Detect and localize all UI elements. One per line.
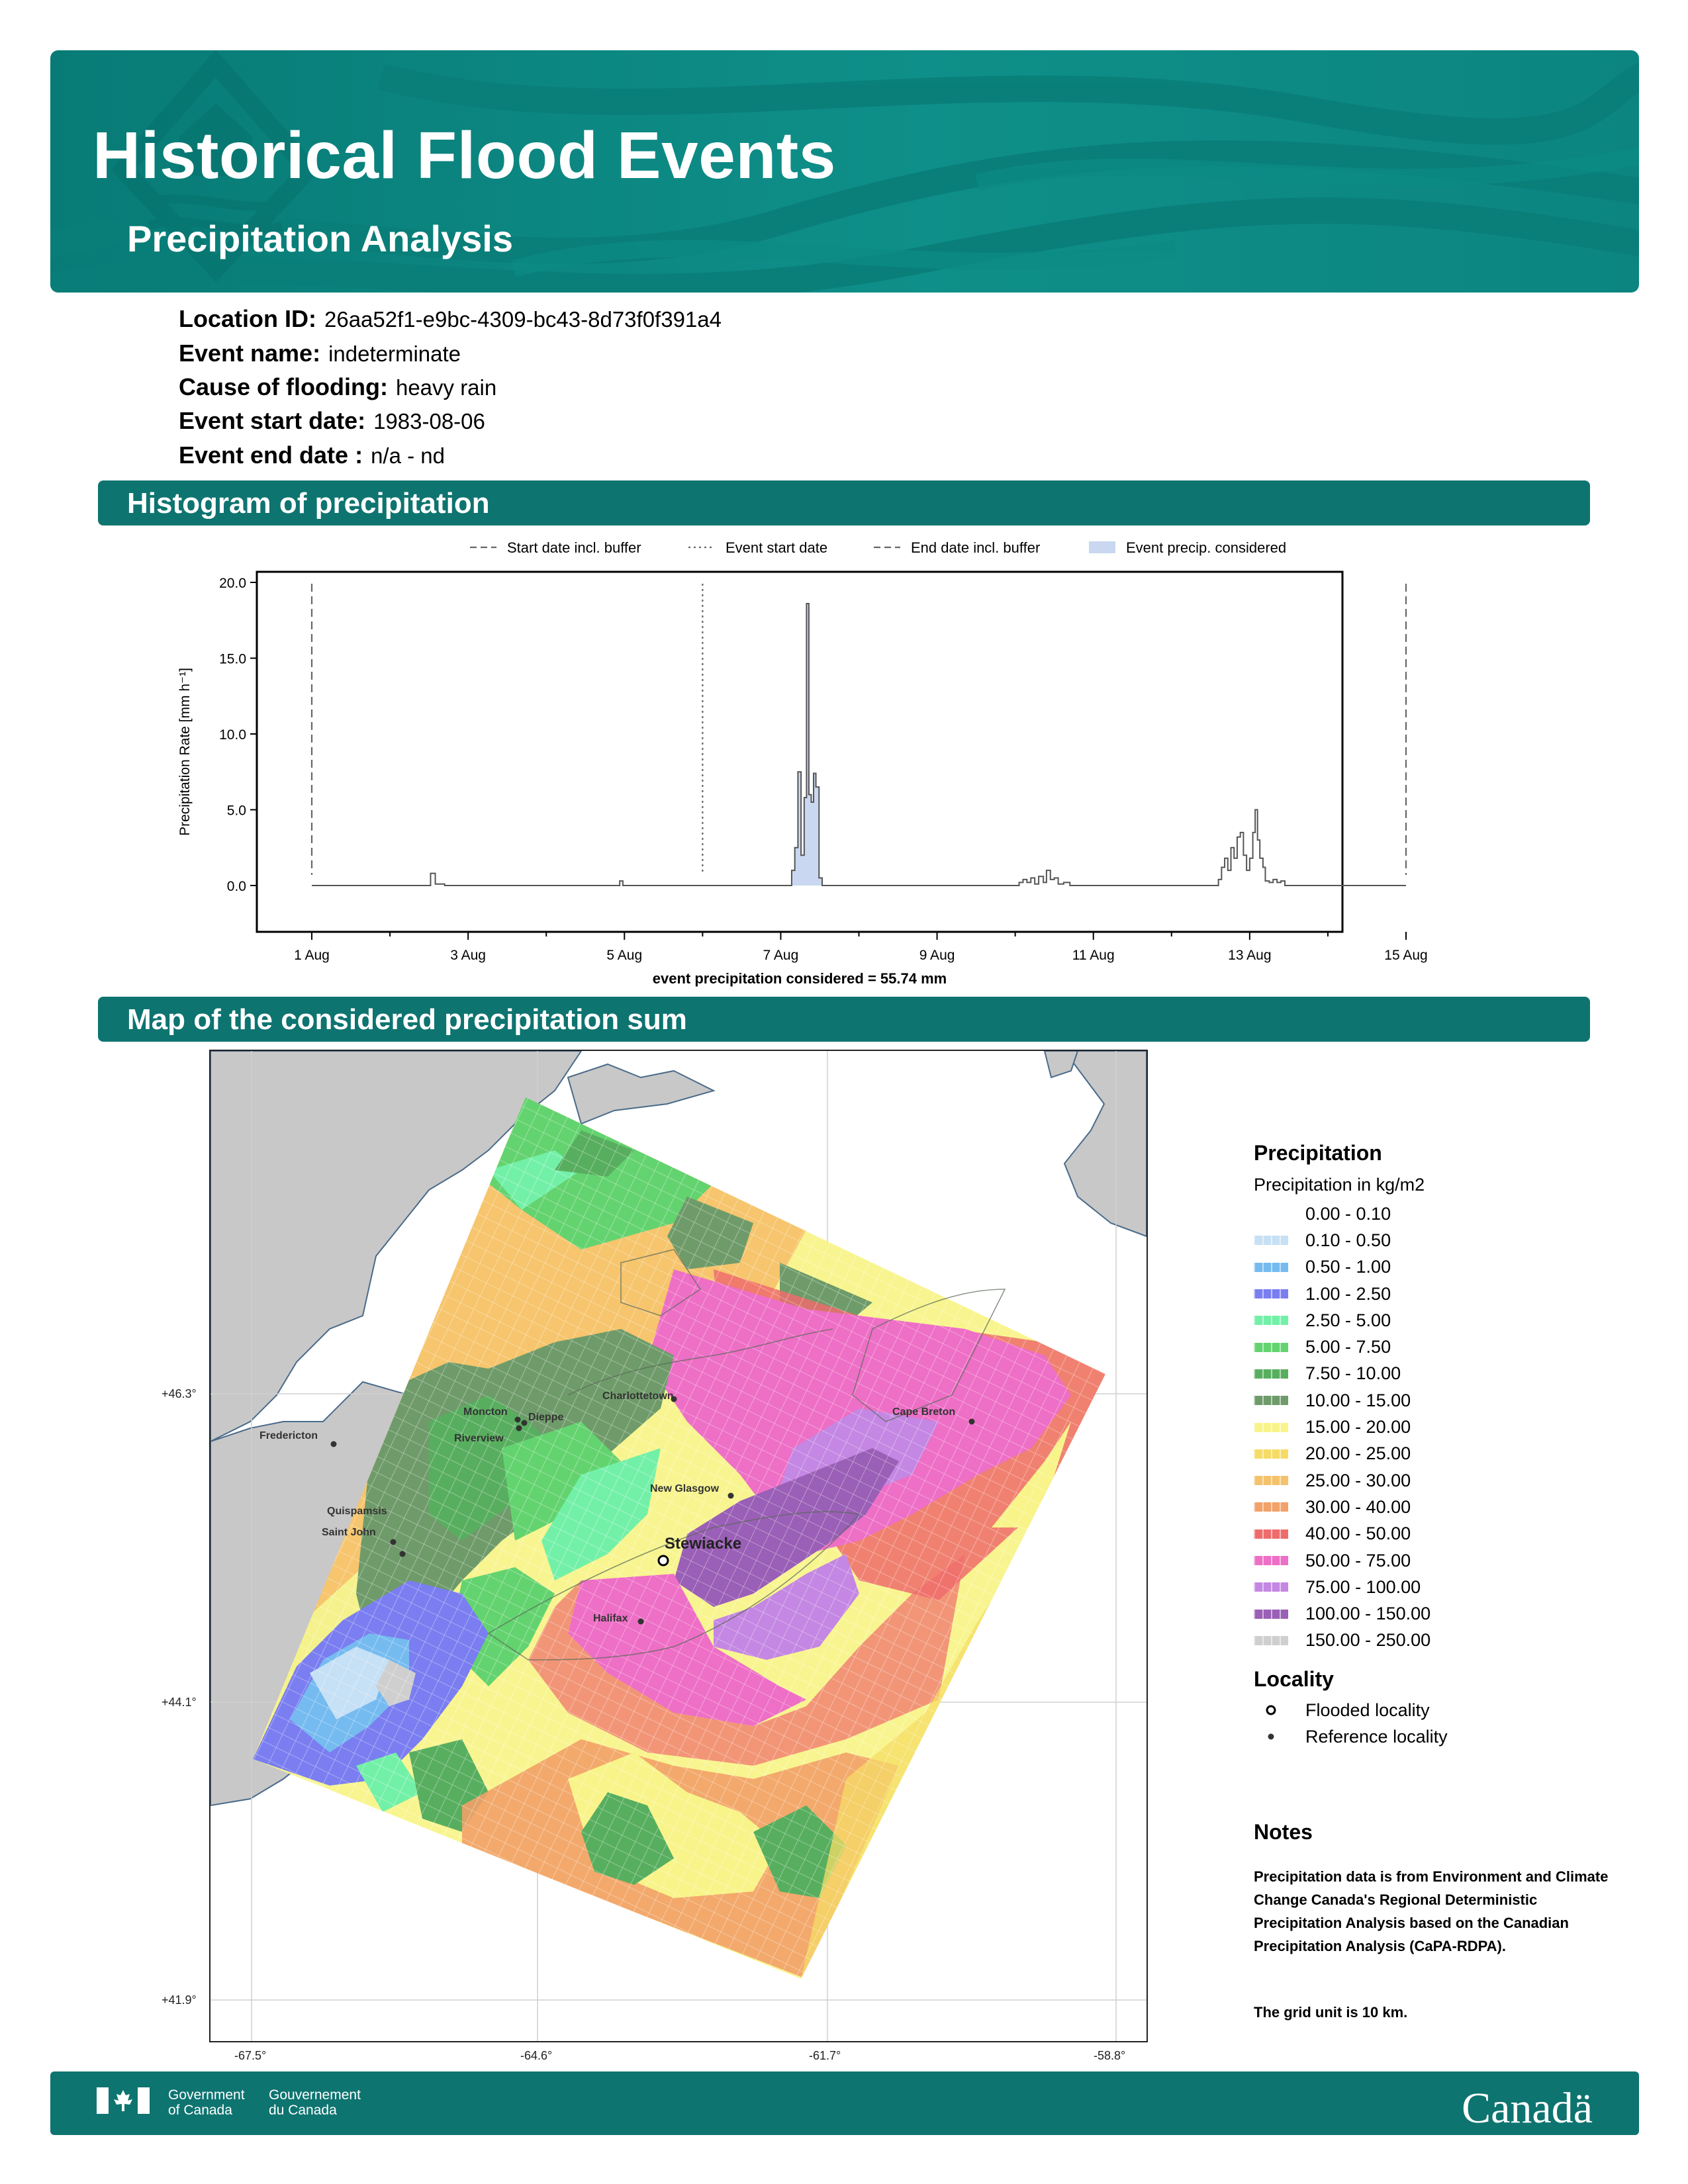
locality-label: New Glasgow xyxy=(650,1483,720,1494)
legend-color-swatch xyxy=(1254,1476,1288,1485)
legend-title: Precipitation xyxy=(1254,1141,1382,1165)
canada-flag-icon xyxy=(97,2087,150,2114)
precipitation-line xyxy=(312,604,1406,886)
x-tick-label: 11 Aug xyxy=(1072,948,1115,963)
legend-class-label: 25.00 - 30.00 xyxy=(1305,1470,1411,1490)
locality-label: Quispamsis xyxy=(327,1506,387,1517)
legend-class-item xyxy=(1254,1334,1611,1360)
y-tick-label: 5.0 xyxy=(226,803,246,819)
map-section-bar xyxy=(98,997,1590,1042)
legend-color-swatch xyxy=(1254,1556,1288,1565)
legend-class-item xyxy=(1254,1521,1611,1547)
location-id-label: Location ID: xyxy=(179,305,316,332)
x-tick-label: 13 Aug xyxy=(1228,948,1272,963)
legend-color-swatch xyxy=(1254,1236,1288,1245)
y-axis-label: Precipitation Rate [mm h⁻¹] xyxy=(177,668,193,836)
gov-en-signature xyxy=(168,2087,245,2118)
legend-class-item xyxy=(1254,1387,1611,1414)
legend-color-swatch xyxy=(1254,1449,1288,1459)
legend-color-swatch xyxy=(1254,1343,1288,1352)
legend-color-swatch xyxy=(1254,1289,1288,1298)
legend-color-swatch xyxy=(1254,1396,1288,1405)
locality-legend-title: Locality xyxy=(1254,1667,1334,1692)
event-name-label: Event name: xyxy=(179,340,321,367)
lat-tick-label: +44.1° xyxy=(162,1696,197,1709)
legend-class-label: 75.00 - 100.00 xyxy=(1305,1576,1421,1597)
gov-en-line-2: of Canada xyxy=(168,2103,232,2118)
end-date-label: Event end date : xyxy=(179,441,363,469)
notes-title: Notes xyxy=(1254,1820,1313,1844)
locality-label: Fredericton xyxy=(259,1430,318,1441)
precipitation-series xyxy=(312,604,1406,886)
start-date-value: 1983-08-06 xyxy=(373,409,485,433)
legend-color-swatch xyxy=(1254,1610,1288,1619)
lat-tick-label: +41.9° xyxy=(162,1993,197,2007)
legend-class-label: 7.50 - 10.00 xyxy=(1305,1363,1401,1384)
end-date-value: n/a - nd xyxy=(371,443,445,468)
legend-class-label: 1.00 - 2.50 xyxy=(1305,1283,1391,1304)
legend-class-item xyxy=(1254,1574,1611,1600)
reference-locality-marker xyxy=(515,1417,521,1423)
legend-color-swatch xyxy=(1254,1423,1288,1432)
legend-class-item xyxy=(1254,1254,1611,1281)
location-id-row xyxy=(179,306,722,333)
x-tick-label: 1 Aug xyxy=(294,948,330,963)
end-date-row xyxy=(179,442,445,469)
gov-en-line-1: Government xyxy=(168,2087,245,2103)
lon-tick-label: -64.6° xyxy=(520,2049,553,2062)
histogram-legend xyxy=(470,539,1286,556)
legend-class-label: 50.00 - 75.00 xyxy=(1305,1550,1411,1570)
legend-color-swatch xyxy=(1254,1502,1288,1512)
histogram-section-bar xyxy=(98,480,1590,525)
locality-label: Halifax xyxy=(593,1613,628,1624)
reference-locality-marker xyxy=(638,1619,644,1625)
y-tick-label: 10.0 xyxy=(219,727,246,743)
precipitation-map xyxy=(209,1050,1148,2042)
flooded-locality-legend-label: Flooded locality xyxy=(1305,1700,1430,1720)
cause-row xyxy=(179,374,496,401)
legend-label: Event start date xyxy=(726,539,828,556)
legend-class-label: 5.00 - 7.50 xyxy=(1305,1337,1391,1357)
legend-class-item xyxy=(1254,1307,1611,1334)
open-circle-icon xyxy=(1264,1704,1278,1717)
y-tick-label: 0.0 xyxy=(226,879,246,894)
notes-text: Precipitation data is from Environment and Climate Change Canada's Regional Deterministic Precipitation Analysis based on the Canadian Precipitation Analysis (CaPA-RDPA). xyxy=(1254,1868,1609,1954)
y-tick-label: 15.0 xyxy=(219,651,246,667)
legend-subtitle: Precipitation in kg/m2 xyxy=(1254,1175,1425,1195)
locality-label: Moncton xyxy=(463,1406,508,1418)
page-title: Historical Flood Events xyxy=(93,118,836,193)
map-canvas xyxy=(211,1051,1147,2041)
legend-color-swatch xyxy=(1254,1582,1288,1592)
notes-grid-unit: The grid unit is 10 km. xyxy=(1254,2004,1408,2021)
reference-locality-legend-item xyxy=(1254,1723,1611,1750)
date-marker-lines xyxy=(312,584,1406,875)
legend-color-swatch xyxy=(1254,1636,1288,1645)
y-tick-label: 20.0 xyxy=(219,576,246,591)
legend-classes xyxy=(1254,1201,1611,1654)
legend-class-label: 0.00 - 0.10 xyxy=(1305,1203,1391,1224)
legend-color-swatch xyxy=(1254,1263,1288,1272)
canada-wordmark: Canadä xyxy=(1462,2084,1593,2132)
legend-color-swatch xyxy=(1254,1209,1288,1218)
locality-label: Riverview xyxy=(454,1433,504,1444)
location-id-value: 26aa52f1-e9bc-4309-bc43-8d73f0f391a4 xyxy=(324,307,722,332)
lon-tick-label: -61.7° xyxy=(809,2049,841,2062)
legend-class-item xyxy=(1254,1600,1611,1627)
legend-label: End date incl. buffer xyxy=(911,539,1041,556)
gov-fr-line-2: du Canada xyxy=(269,2103,337,2118)
legend-swatch xyxy=(1089,541,1115,553)
legend-label: Event precip. considered xyxy=(1126,539,1287,556)
legend-class-item xyxy=(1254,1414,1611,1440)
lon-tick-label: -67.5° xyxy=(234,2049,267,2062)
map-legend xyxy=(1254,1141,1611,1750)
event-name-value: indeterminate xyxy=(328,341,461,366)
map-section-title: Map of the considered precipitation sum xyxy=(127,1003,687,1036)
legend-class-label: 100.00 - 150.00 xyxy=(1305,1604,1431,1624)
precipitation-histogram xyxy=(159,529,1523,993)
reference-locality-marker xyxy=(400,1551,406,1557)
legend-class-label: 40.00 - 50.00 xyxy=(1305,1524,1411,1544)
cause-value: heavy rain xyxy=(395,375,497,400)
lat-tick-label: +46.3° xyxy=(162,1387,197,1400)
flooded-locality-marker xyxy=(659,1556,668,1565)
legend-class-label: 0.10 - 0.50 xyxy=(1305,1230,1391,1250)
reference-locality-marker xyxy=(969,1419,975,1425)
reference-locality-marker xyxy=(522,1420,528,1426)
legend-class-item xyxy=(1254,1227,1611,1253)
legend-class-label: 0.50 - 1.00 xyxy=(1305,1257,1391,1277)
legend-class-label: 2.50 - 5.00 xyxy=(1305,1310,1391,1330)
legend-class-label: 150.00 - 250.00 xyxy=(1305,1630,1431,1651)
legend-class-item xyxy=(1254,1547,1611,1574)
event-name-row xyxy=(179,340,461,367)
legend-class-item xyxy=(1254,1441,1611,1467)
legend-color-swatch xyxy=(1254,1369,1288,1379)
legend-color-swatch xyxy=(1254,1529,1288,1539)
start-date-row xyxy=(179,408,485,435)
page-subtitle: Precipitation Analysis xyxy=(127,218,513,259)
x-axis-label: event precipitation considered = 55.74 mm xyxy=(652,970,947,987)
reference-locality-marker xyxy=(728,1493,734,1499)
x-tick-label: 9 Aug xyxy=(919,948,955,963)
legend-class-item xyxy=(1254,1467,1611,1494)
gov-fr-line-1: Gouvernement xyxy=(269,2087,361,2103)
locality-label: Dieppe xyxy=(528,1412,564,1423)
legend-class-label: 15.00 - 20.00 xyxy=(1305,1417,1411,1437)
histogram-section-title: Histogram of precipitation xyxy=(127,487,490,520)
reference-locality-legend-label: Reference locality xyxy=(1305,1726,1448,1747)
gov-fr-signature xyxy=(269,2087,361,2118)
flooded-locality-legend-item xyxy=(1254,1697,1611,1723)
x-tick-label: 5 Aug xyxy=(606,948,643,963)
x-tick-label: 15 Aug xyxy=(1384,948,1428,963)
x-axis-ticks xyxy=(294,932,1428,963)
x-tick-label: 3 Aug xyxy=(450,948,487,963)
reference-locality-marker xyxy=(391,1539,397,1545)
start-date-label: Event start date: xyxy=(179,407,366,434)
legend-class-label: 10.00 - 15.00 xyxy=(1305,1390,1411,1410)
legend-class-item xyxy=(1254,1361,1611,1387)
flooded-locality-label: Stewiacke xyxy=(665,1535,742,1553)
legend-class-item xyxy=(1254,1201,1611,1227)
cause-label: Cause of flooding: xyxy=(179,373,388,400)
locality-label: Cape Breton xyxy=(892,1406,956,1418)
lon-tick-label: -58.8° xyxy=(1094,2049,1126,2062)
x-tick-label: 7 Aug xyxy=(763,948,799,963)
legend-class-item xyxy=(1254,1281,1611,1307)
filled-dot-icon xyxy=(1264,1730,1278,1743)
footer-bar xyxy=(50,2071,1639,2135)
legend-label: Start date incl. buffer xyxy=(507,539,641,556)
legend-class-item xyxy=(1254,1627,1611,1654)
y-axis-ticks xyxy=(219,576,257,894)
locality-label: Charlottetown xyxy=(602,1390,674,1402)
reference-locality-marker xyxy=(331,1441,337,1447)
reference-locality-marker xyxy=(516,1426,522,1432)
legend-color-swatch xyxy=(1254,1316,1288,1325)
legend-class-label: 20.00 - 25.00 xyxy=(1305,1443,1411,1464)
locality-label: Saint John xyxy=(322,1527,376,1538)
legend-class-label: 30.00 - 40.00 xyxy=(1305,1496,1411,1517)
legend-class-item xyxy=(1254,1494,1611,1520)
